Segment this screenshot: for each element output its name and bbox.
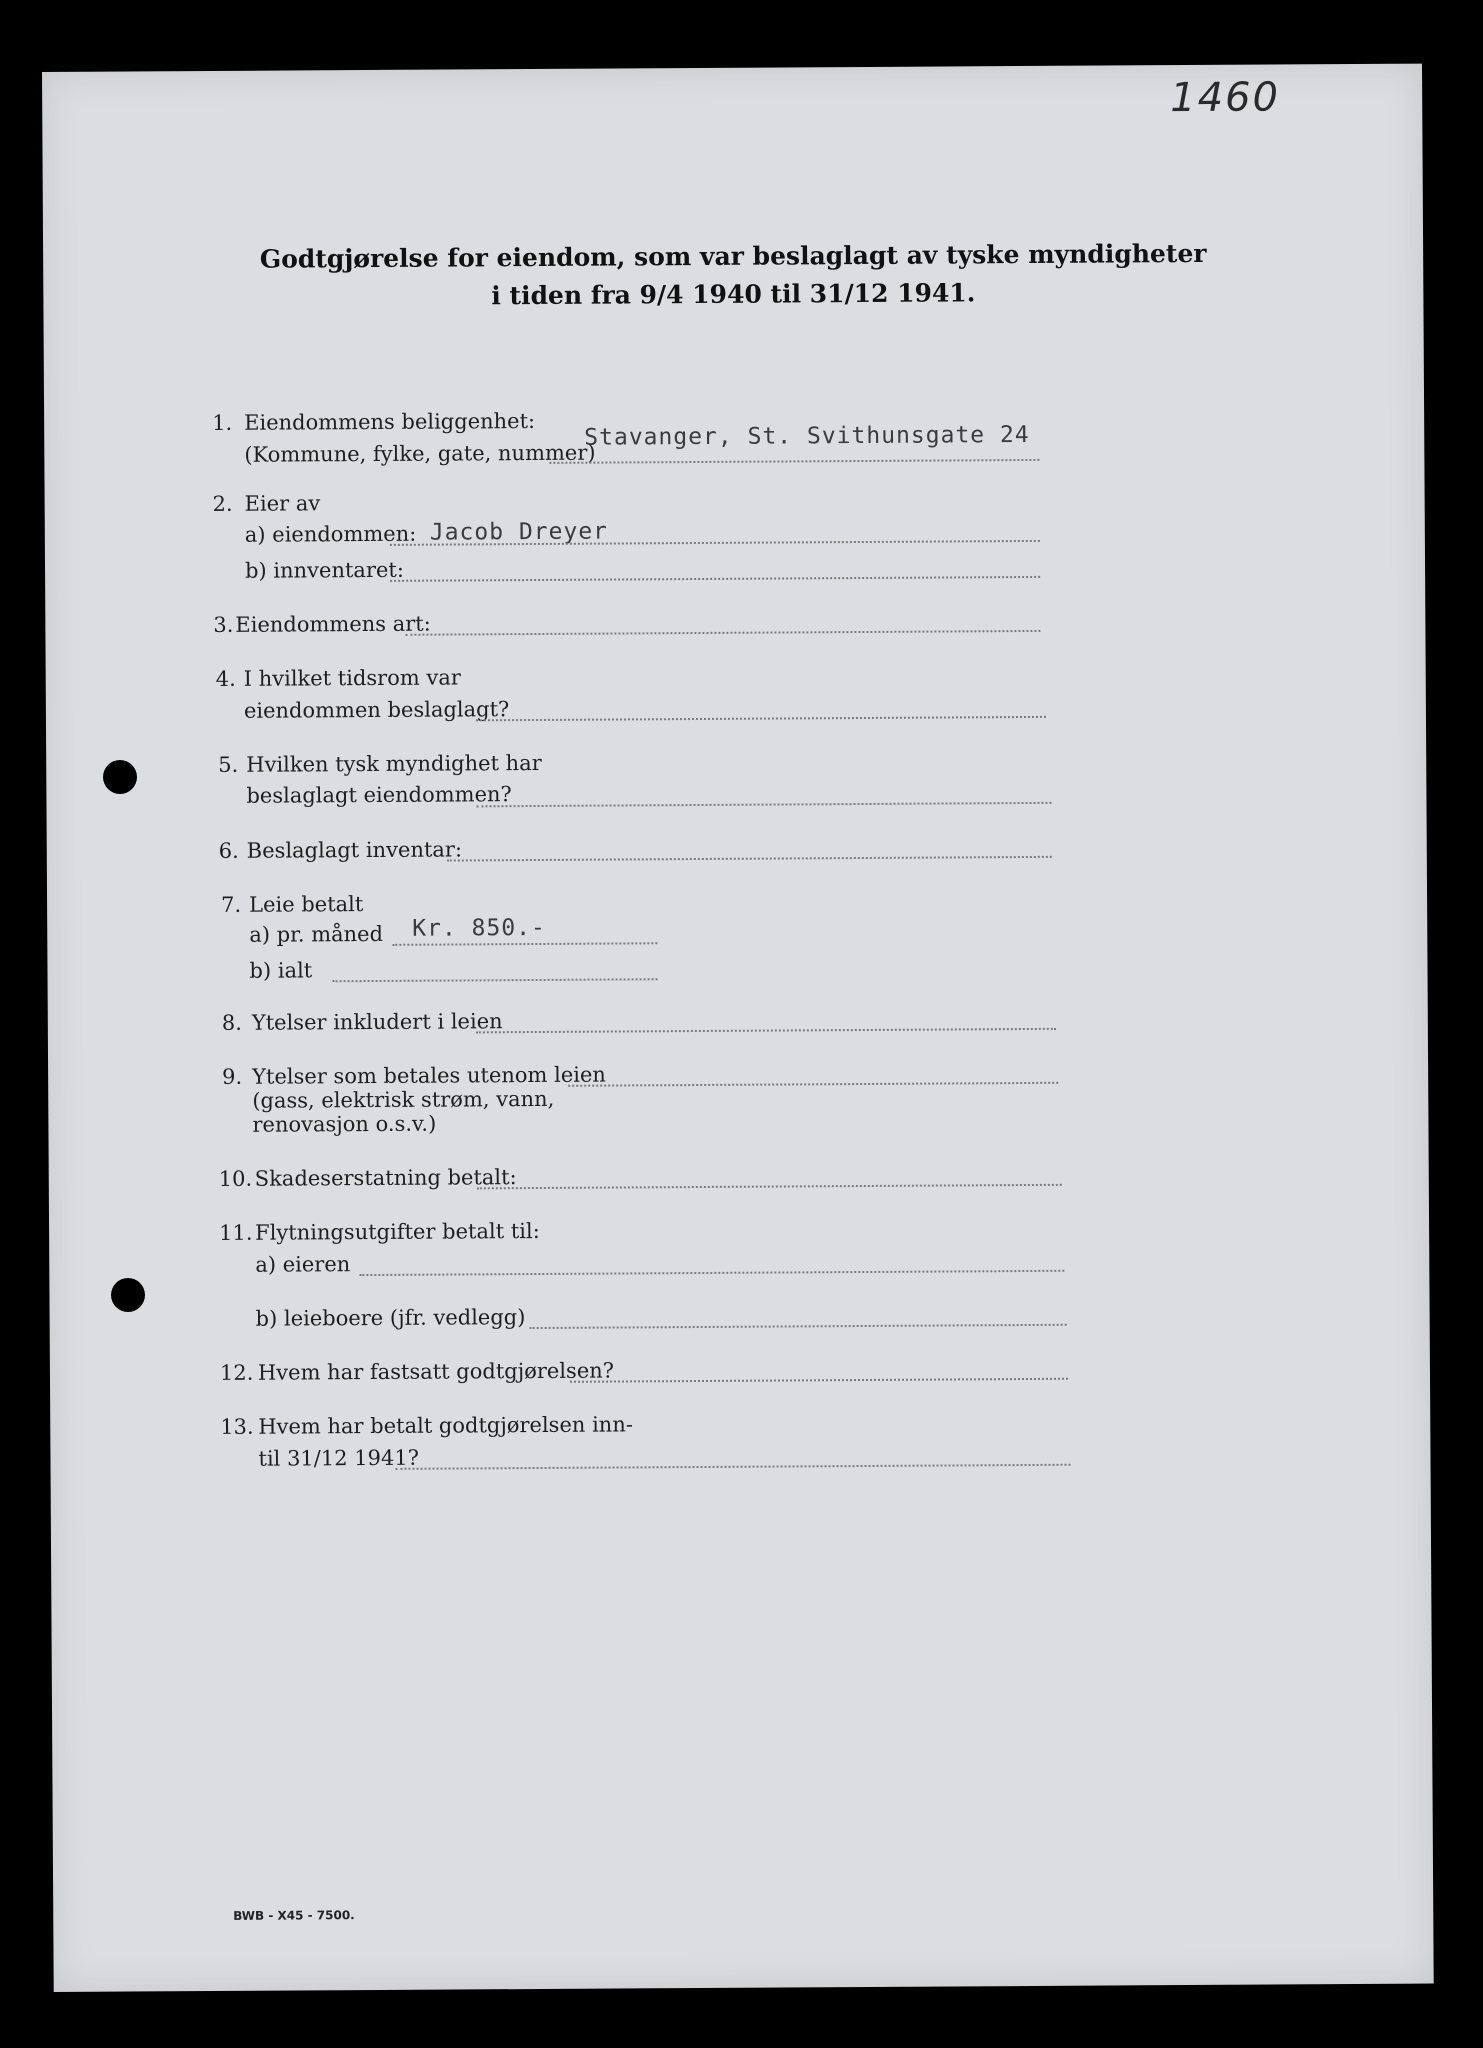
item-5-number: 5.	[218, 752, 239, 777]
item-10-line	[477, 1184, 1062, 1190]
item-10-number: 10.	[218, 1166, 253, 1191]
item-8-line	[476, 1028, 1056, 1034]
item-7a-line	[392, 942, 657, 946]
item-3-line	[405, 630, 1040, 636]
item-9-label: Ytelser som betales utenom leien	[252, 1062, 606, 1089]
form-sheet	[42, 64, 1434, 1992]
title-line-2: i tiden fra 9/4 1940 til 31/12 1941.	[491, 278, 976, 311]
item-9-number: 9.	[222, 1064, 243, 1089]
item-2b-line	[390, 576, 1040, 582]
item-2-label: Eier av	[244, 491, 321, 516]
item-5-sublabel: beslaglagt eiendommen?	[246, 782, 512, 808]
item-11a-label: a) eieren	[255, 1252, 351, 1277]
item-3-number: 3.	[213, 612, 234, 637]
item-4-number: 4.	[215, 666, 236, 691]
item-7a-answer[interactable]: Kr. 850.-	[412, 914, 546, 942]
item-3-label: Eiendommens art:	[235, 611, 431, 637]
item-11b-label: b) leieboere (jfr. vedlegg)	[255, 1305, 526, 1331]
item-1-answer[interactable]: Stavanger, St. Svithunsgate 24	[584, 421, 1030, 451]
title-line-1: Godtgjørelse for eiendom, som var beslaglagt av tyske myndigheter	[259, 238, 1207, 274]
item-8-number: 8.	[221, 1010, 242, 1035]
item-12-number: 12.	[219, 1360, 254, 1385]
item-6-label: Beslaglagt inventar:	[246, 837, 463, 863]
item-9-sublabel-1: (gass, elektrisk strøm, vann,	[252, 1086, 555, 1113]
item-2a-answer[interactable]: Jacob Dreyer	[429, 518, 609, 546]
item-6-number: 6.	[218, 838, 239, 863]
item-7a-label: a) pr. måned	[249, 921, 384, 947]
item-7b-label: b) ialt	[249, 958, 313, 983]
item-4-label: I hvilket tidsrom var	[243, 665, 461, 691]
item-7-number: 7.	[221, 892, 242, 917]
item-2a-label: a) eiendommen:	[244, 521, 417, 547]
item-13-sublabel: til 31/12 1941?	[258, 1445, 419, 1471]
item-6-line	[447, 856, 1052, 862]
item-12-label: Hvem har fastsatt godtgjørelsen?	[257, 1358, 615, 1385]
item-7-label: Leie betalt	[249, 892, 364, 917]
item-7b-line	[333, 978, 658, 982]
item-2-number: 2.	[212, 491, 233, 516]
item-11a-line	[359, 1270, 1064, 1276]
item-2b-label: b) innventaret:	[244, 557, 404, 583]
punch-hole-lower	[111, 1278, 145, 1312]
item-12-line	[570, 1378, 1068, 1383]
item-9-sublabel-2: renovasjon o.s.v.)	[252, 1111, 437, 1137]
form-title	[43, 234, 1423, 318]
handwritten-page-number: 1460	[1170, 74, 1281, 122]
form-print-code: BWB - X45 - 7500.	[233, 1908, 355, 1923]
item-1-label: Eiendommens beliggenhet:	[244, 408, 536, 435]
item-13-number: 13.	[220, 1414, 254, 1439]
item-4-line	[476, 716, 1046, 721]
item-1-line	[549, 459, 1039, 464]
item-10-label: Skadeserstatning betalt:	[254, 1165, 517, 1191]
item-5-line	[476, 802, 1051, 808]
item-1-sublabel: (Kommune, fylke, gate, nummer)	[244, 440, 596, 467]
item-9-line	[568, 1082, 1058, 1087]
item-11b-line	[530, 1324, 1067, 1329]
item-1-number: 1.	[212, 410, 233, 435]
item-13-line	[396, 1464, 1071, 1470]
item-5-label: Hvilken tysk myndighet har	[246, 750, 542, 777]
item-13-label: Hvem har betalt godtgjørelsen inn-	[258, 1412, 633, 1439]
punch-hole-upper	[103, 760, 137, 794]
item-11-label: Flytningsutgifter betalt til:	[255, 1218, 540, 1245]
item-4-sublabel: eiendommen beslaglagt?	[243, 697, 510, 723]
item-8-label: Ytelser inkludert i leien	[251, 1009, 503, 1035]
item-11-number: 11.	[219, 1220, 253, 1245]
